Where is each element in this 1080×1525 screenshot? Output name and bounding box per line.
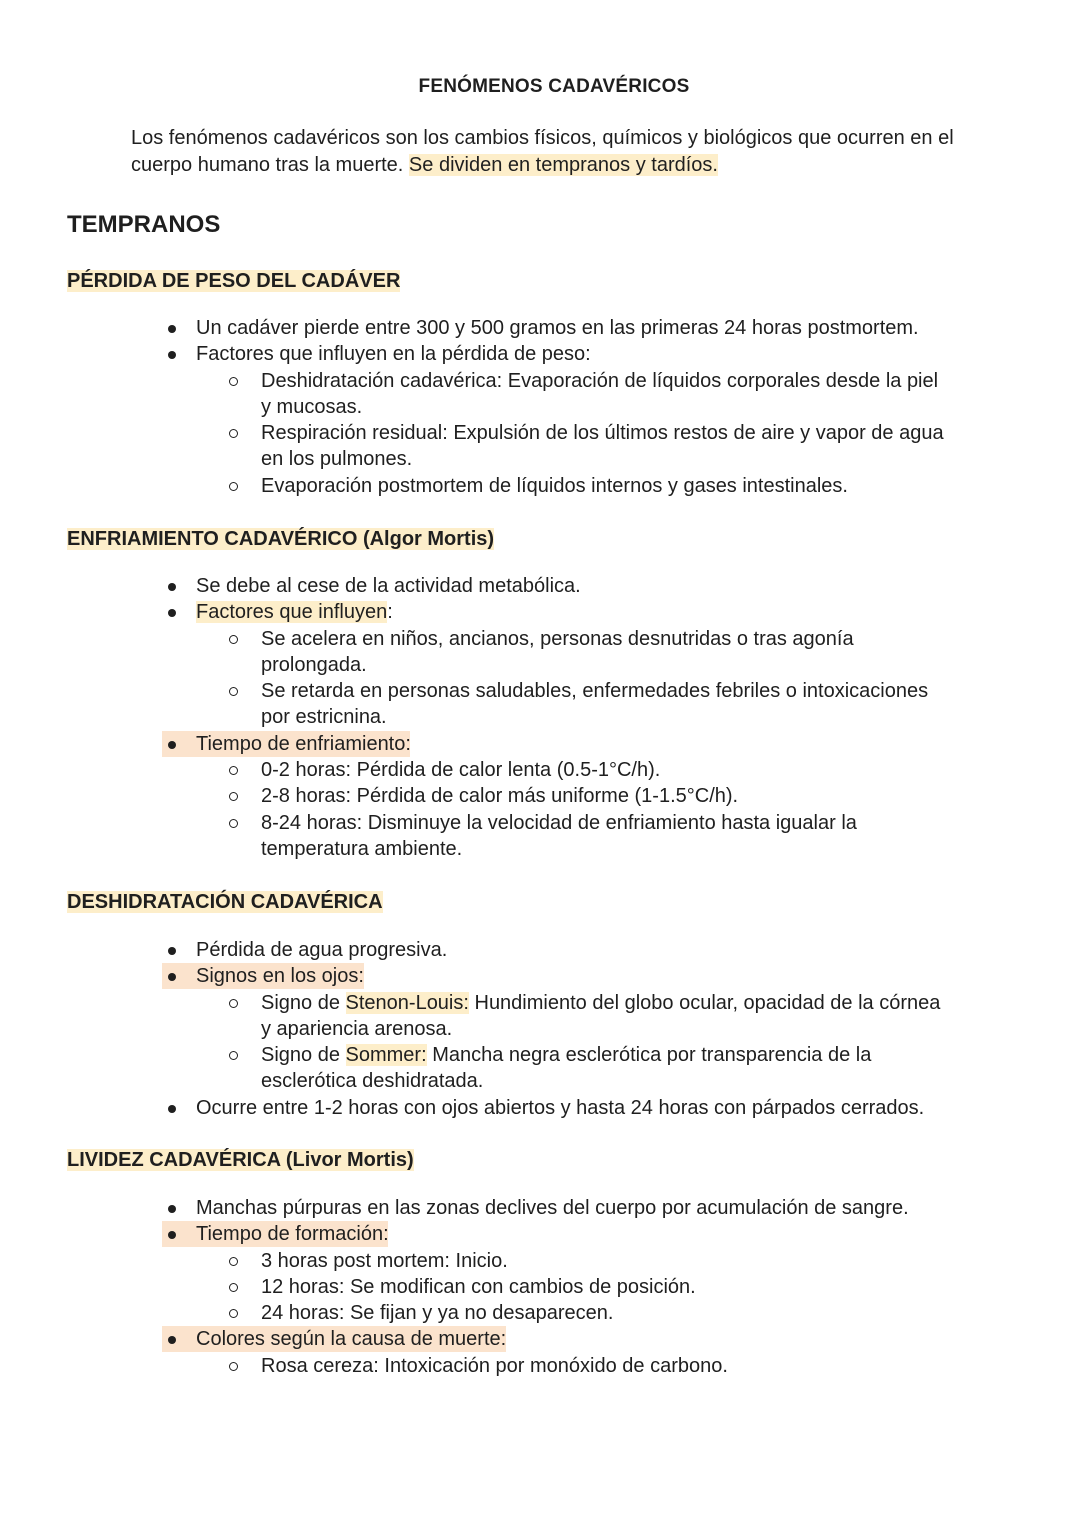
list-item	[0, 341, 956, 367]
subsection-title-lividez	[67, 1147, 414, 1173]
bullet-icon	[168, 741, 176, 749]
circle-bullet-icon	[229, 792, 238, 801]
sub-list-item	[0, 368, 951, 421]
subsection-title-perdida	[67, 268, 400, 294]
intro-highlight: Se dividen en tempranos y tardíos.	[408, 154, 718, 176]
circle-bullet-icon	[229, 687, 238, 696]
subsection-title-enfriamiento	[67, 526, 494, 552]
list-item-text: Mancha negra esclerótica por transparencia de la esclerótica deshidratada.	[261, 1044, 872, 1093]
bullet-icon	[168, 351, 176, 359]
list-item-text: Evaporación postmortem de líquidos internos y gases intestinales.	[261, 474, 848, 497]
list-item-text: 8-24 horas: Disminuye la velocidad de enfriamiento hasta igualar la temperatura ambiente.	[261, 811, 857, 860]
list-item-text: Un cadáver pierde entre 300 y 500 gramos en las primeras 24 horas postmortem.	[196, 317, 919, 339]
bullet-icon	[168, 583, 176, 591]
circle-bullet-icon	[229, 1309, 238, 1318]
document-title: FENÓMENOS CADAVÉRICOS	[418, 76, 690, 97]
subsection-title-perdida-text: PÉRDIDA DE PESO DEL CADÁVER	[67, 270, 401, 292]
list-item	[0, 315, 956, 341]
list-item-text: :	[387, 601, 393, 624]
list-item	[0, 1095, 956, 1121]
list-item-highlight: Stenon-Louis:	[345, 991, 469, 1014]
list-item-text: Ocurre entre 1-2 horas con ojos abiertos y hasta 24 horas con párpados cerrados.	[196, 1096, 925, 1119]
sub-list-item	[0, 1042, 951, 1095]
list-item-text: Signos en los ojos:	[196, 965, 364, 988]
list-item-text: Signo de	[261, 991, 346, 1014]
sub-list-item	[0, 473, 951, 499]
deshidratacion-list	[0, 937, 1080, 1121]
circle-bullet-icon	[229, 999, 238, 1008]
list-item-text: 3 horas post mortem: Inicio.	[261, 1249, 508, 1272]
subsection-title-deshidratacion-text: DESHIDRATACIÓN CADAVÉRICA	[67, 891, 383, 913]
sub-list-item	[0, 626, 951, 679]
list-item-text: Rosa cereza: Intoxicación por monóxido de carbono.	[261, 1354, 728, 1377]
bullet-icon	[168, 1105, 176, 1113]
list-item-text: 0-2 horas: Pérdida de calor lenta (0.5-1°C/h).	[261, 759, 661, 782]
list-item-text: Factores que influyen en la pérdida de peso:	[196, 343, 591, 366]
circle-bullet-icon	[229, 635, 238, 644]
list-item-text: Colores según la causa de muerte:	[196, 1328, 507, 1351]
list-item-text: Hundimiento del globo ocular, opacidad de la córnea y apariencia arenosa.	[261, 991, 941, 1040]
bullet-icon	[168, 947, 176, 955]
sub-list-item	[0, 1353, 951, 1379]
sub-list-item	[0, 420, 951, 473]
bullet-icon	[168, 609, 176, 617]
lividez-list	[0, 1195, 1080, 1379]
list-item	[0, 963, 956, 989]
list-item	[0, 599, 956, 625]
sub-list-item	[0, 1300, 951, 1326]
list-item	[0, 937, 956, 963]
list-item-highlight: Factores que influyen	[196, 601, 388, 624]
list-item	[0, 1195, 956, 1221]
list-item-text: Signo de	[261, 1044, 346, 1067]
circle-bullet-icon	[229, 377, 238, 386]
list-item	[0, 573, 956, 599]
circle-bullet-icon	[229, 429, 238, 438]
list-item-text: Tiempo de formación:	[196, 1223, 389, 1246]
circle-bullet-icon	[229, 1051, 238, 1060]
subsection-title-lividez-text: LIVIDEZ CADAVÉRICA (Livor Mortis)	[67, 1149, 414, 1171]
perdida-list	[0, 315, 1080, 499]
list-item	[0, 731, 956, 757]
list-item-highlight: Sommer:	[345, 1044, 427, 1067]
sub-list-item	[0, 1274, 951, 1300]
circle-bullet-icon	[229, 1283, 238, 1292]
circle-bullet-icon	[229, 766, 238, 775]
intro-text: Los fenómenos cadavéricos son los cambios físicos, químicos y biológicos que ocurren en el cuerpo humano tras la muerte.	[131, 127, 954, 176]
sub-list-item	[0, 757, 951, 783]
intro-paragraph	[131, 125, 961, 179]
list-item	[0, 1221, 956, 1247]
enfriamiento-list	[0, 573, 1080, 862]
sub-list-item	[0, 678, 951, 731]
list-item-text: Respiración residual: Expulsión de los últimos restos de aire y vapor de agua en los pulmones.	[261, 422, 944, 471]
sub-list-item	[0, 783, 951, 809]
circle-bullet-icon	[229, 819, 238, 828]
list-item-text: Deshidratación cadavérica: Evaporación de líquidos corporales desde la piel y mucosas.	[261, 369, 939, 418]
bullet-icon	[168, 1205, 176, 1213]
list-item-text: Manchas púrpuras en las zonas declives del cuerpo por acumulación de sangre.	[196, 1197, 909, 1219]
sub-list-item	[0, 810, 951, 863]
bullet-icon	[168, 325, 176, 333]
list-item	[0, 1326, 956, 1352]
list-item-text: 2-8 horas: Pérdida de calor más uniforme (1-1.5°C/h).	[261, 785, 739, 808]
subsection-title-deshidratacion	[67, 889, 383, 915]
list-item-text: Pérdida de agua progresiva.	[196, 939, 448, 961]
circle-bullet-icon	[229, 482, 238, 491]
list-item-text: 12 horas: Se modifican con cambios de posición.	[261, 1275, 696, 1298]
circle-bullet-icon	[229, 1362, 238, 1371]
sub-list-item	[0, 990, 951, 1043]
subsection-title-enfriamiento-text: ENFRIAMIENTO CADAVÉRICO (Algor Mortis)	[67, 528, 495, 550]
sub-list-item	[0, 1248, 951, 1274]
section-heading-tempranos: TEMPRANOS	[67, 211, 221, 238]
list-item-text: Se debe al cese de la actividad metabólica.	[196, 575, 581, 597]
circle-bullet-icon	[229, 1257, 238, 1266]
list-item-text: Se retarda en personas saludables, enfermedades febriles o intoxicaciones por estricnina.	[261, 680, 929, 729]
list-item-text: Se acelera en niños, ancianos, personas desnutridas o tras agonía prolongada.	[261, 627, 854, 676]
list-item-text: 24 horas: Se fijan y ya no desaparecen.	[261, 1302, 614, 1325]
list-item-text: Tiempo de enfriamiento:	[196, 732, 411, 755]
